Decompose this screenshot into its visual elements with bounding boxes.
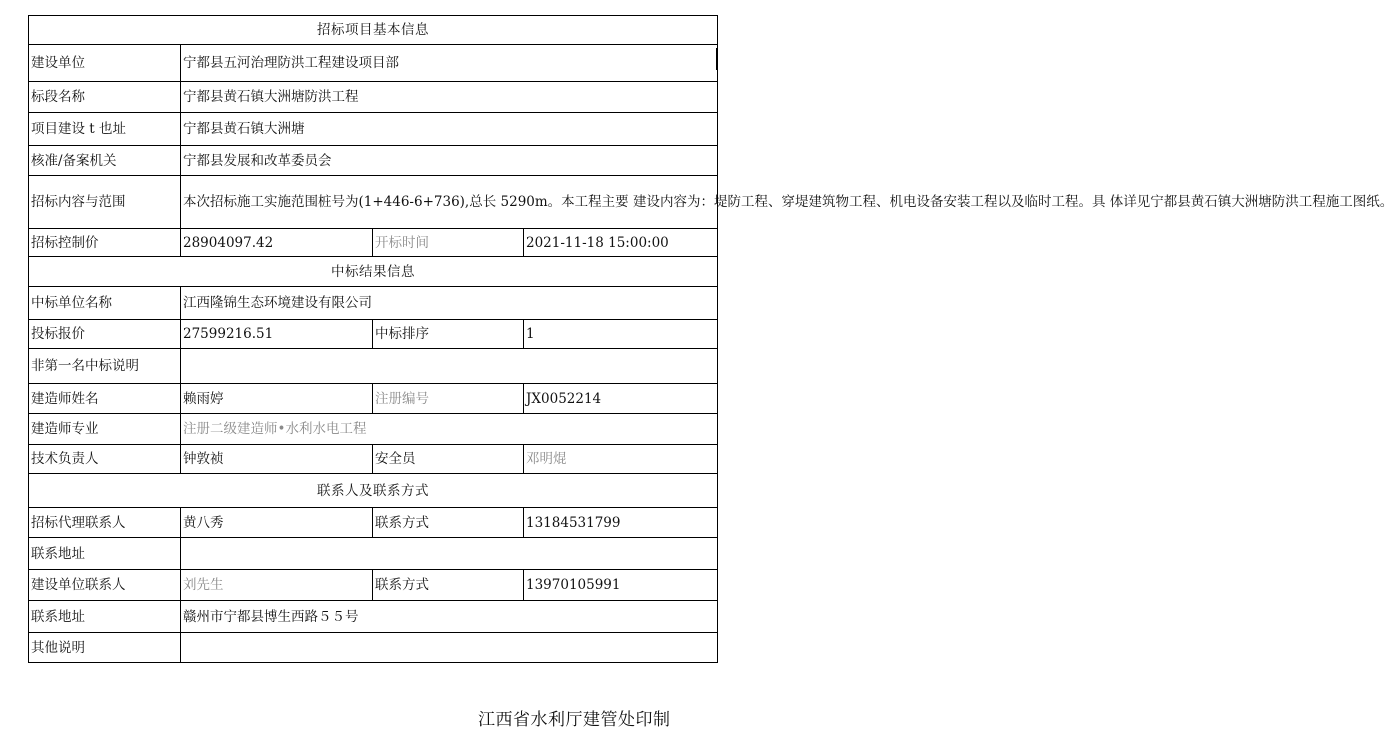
safety-label: 安全员 [373, 445, 524, 474]
tech-lead-value: 钟敦祯 [181, 445, 373, 474]
bid-info-table [28, 15, 1393, 663]
other-value [181, 633, 718, 663]
reg-no-value: JX0052214 [524, 384, 718, 414]
agent-label: 招标代理联系人 [29, 508, 181, 538]
approval-label: 核准/备案机关 [29, 146, 181, 176]
owner-phone-label: 联系方式 [373, 570, 524, 601]
agent-phone-value: 13184531799 [524, 508, 718, 538]
non-first-value [181, 349, 718, 384]
non-first-label: 非第一名中标说明 [29, 349, 181, 384]
address-value: 宁都县黄石镇大洲塘 [181, 113, 718, 146]
approval-value: 宁都县发展和改革委员会 [181, 146, 718, 176]
rank-label: 中标排序 [373, 320, 524, 349]
bid-price-value: 27599216.51 [181, 320, 373, 349]
winner-value: 江西隆锦生态环境建设有限公司 [181, 287, 718, 320]
text-cursor [716, 48, 718, 70]
tech-lead-label: 技术负责人 [29, 445, 181, 474]
open-time-label: 开标时间 [373, 229, 524, 257]
unit-label: 建设单位 [29, 45, 181, 82]
owner-contact-label: 建设单位联系人 [29, 570, 181, 601]
unit-value: 宁都县五河治理防洪工程建设项目部 [181, 45, 718, 82]
section-name-label: 标段名称 [29, 82, 181, 113]
builder-name-label: 建造师姓名 [29, 384, 181, 414]
section-title-result: 中标结果信息 [29, 257, 718, 287]
winner-label: 中标单位名称 [29, 287, 181, 320]
other-label: 其他说明 [29, 633, 181, 663]
agent-phone-label: 联系方式 [373, 508, 524, 538]
builder-major-label: 建造师专业 [29, 414, 181, 445]
agent-value: 黄八秀 [181, 508, 373, 538]
owner-phone-value: 13970105991 [524, 570, 718, 601]
rank-value: 1 [524, 320, 718, 349]
open-time-value: 2021-11-18 15:00:00 [524, 229, 718, 257]
scope-label: 招标内容与范围 [29, 176, 181, 229]
section-title-contact: 联系人及联系方式 [29, 474, 718, 508]
reg-no-label: 注册编号 [373, 384, 524, 414]
agent-address-label: 联系地址 [29, 538, 181, 570]
safety-value: 邓明焜 [524, 445, 718, 474]
agent-address-value [181, 538, 718, 570]
scope-value: 本次招标施工实施范围桩号为(1+446-6+736),总长 5290m。本工程主要 建设内容为：堤防工程、穿堤建筑物工程、机电设备安装工程以及临时工程。具 体详见宁都县黄石镇大洲塘防洪工程施工图纸。 [181, 176, 718, 229]
footer-printer: 江西省水利厅建管处印制 [478, 710, 671, 730]
owner-address-label: 联系地址 [29, 601, 181, 633]
owner-address-value: 赣州市宁都县博生西路５５号 [181, 601, 718, 633]
builder-name-value: 赖雨婷 [181, 384, 373, 414]
section-title-basic: 招标项目基本信息 [29, 16, 718, 45]
builder-major-value: 注册二级建造师•水利水电工程 [181, 414, 718, 445]
control-price-value: 28904097.42 [181, 229, 373, 257]
owner-contact-value: 刘先生 [181, 570, 373, 601]
address-label: 项目建设 t 也址 [29, 113, 181, 146]
bid-price-label: 投标报价 [29, 320, 181, 349]
control-price-label: 招标控制价 [29, 229, 181, 257]
section-name-value: 宁都县黄石镇大洲塘防洪工程 [181, 82, 718, 113]
